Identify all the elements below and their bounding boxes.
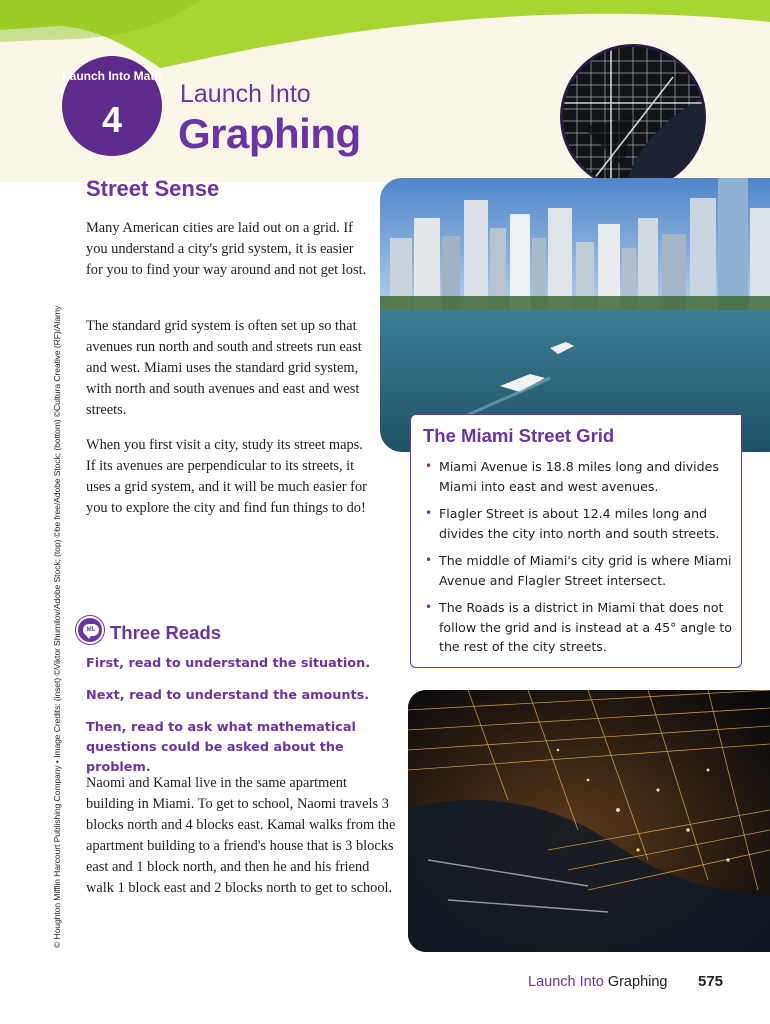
list-item-text: The middle of Miami's city grid is where Miami Avenue and Flagler Street intersect. xyxy=(439,553,732,588)
bullet-icon: • xyxy=(425,600,433,614)
footer-title xyxy=(528,974,667,990)
bullet-icon: • xyxy=(425,459,433,473)
problem-paragraph: Naomi and Kamal live in the same apartment building in Miami. To get to school, Naomi travels 3 blocks north and 4 blocks east. Kamal walks from the apartment building to a friend's house that is 3 blocks east and 1 block north, and then he and his friend walk 1 block east and 2 blocks north to get to school. xyxy=(86,775,396,896)
page-number: 575 xyxy=(698,973,724,990)
sidebar-list xyxy=(425,457,733,665)
badge-label: Launch Into Math xyxy=(62,69,162,83)
body-paragraph: The standard grid system is often set up so that avenues run north and south and streets run east and west. Miami uses the standard grid system, with north and south avenues and east and west streets. xyxy=(86,318,362,418)
bullet-icon: • xyxy=(425,553,433,567)
bullet-icon: • xyxy=(425,506,433,520)
read-step-first: First, read to understand the situation. xyxy=(86,656,371,671)
list-item xyxy=(425,457,733,496)
miami-skyline-photo xyxy=(380,178,770,452)
footer-label-launch: Launch Into xyxy=(528,974,604,990)
badge-number: 4 xyxy=(101,99,123,140)
footer-label-graphing: Graphing xyxy=(607,974,668,990)
list-item-text: Miami Avenue is 18.8 miles long and divides Miami into east and west avenues. xyxy=(439,459,719,494)
sidebar-title: The Miami Street Grid xyxy=(423,425,615,446)
body-paragraph: Many American cities are laid out on a grid. If you understand a city's grid system, it is easier for you to find your way around and not get lost. xyxy=(86,220,367,278)
read-step-next: Next, read to understand the amounts. xyxy=(86,688,370,703)
read-step-then: Then, read to ask what mathematical questions could be asked about the problem. xyxy=(86,720,356,775)
three-reads-title: Three Reads xyxy=(110,622,222,643)
speech-bubble-icon xyxy=(76,616,104,644)
miami-night-aerial-photo xyxy=(408,690,770,952)
list-item xyxy=(425,551,733,590)
body-paragraph: When you first visit a city, study its street maps. If its avenues are perpendicular to its streets, it uses a grid system, and it will be much easier for you to explore the city and find fun things to do! xyxy=(86,437,367,516)
page-title-line1: Launch Into xyxy=(180,80,311,108)
image-credit: © Houghton Mifflin Harcourt Publishing Company • Image Credits: (inset) ©Viktor Shumilov/Adobe Stock; (top) ©be free/Adobe Stock; (bottom) ©Cultura Creative (RF)/Alamy xyxy=(52,305,62,948)
section-heading: Street Sense xyxy=(86,176,220,201)
list-item xyxy=(425,598,733,657)
lesson-badge xyxy=(62,56,162,156)
list-item-text: Flagler Street is about 12.4 miles long and divides the city into north and south streets. xyxy=(439,506,720,541)
list-item-text: The Roads is a district in Miami that does not follow the grid and is instead at a 45° angle to the rest of the city streets. xyxy=(439,600,732,654)
list-item xyxy=(425,504,733,543)
page-title-line2: Graphing xyxy=(178,110,361,157)
icon-label: ML xyxy=(86,627,96,633)
miami-grid-sidebar xyxy=(410,414,742,668)
aerial-map-inset xyxy=(560,44,706,190)
